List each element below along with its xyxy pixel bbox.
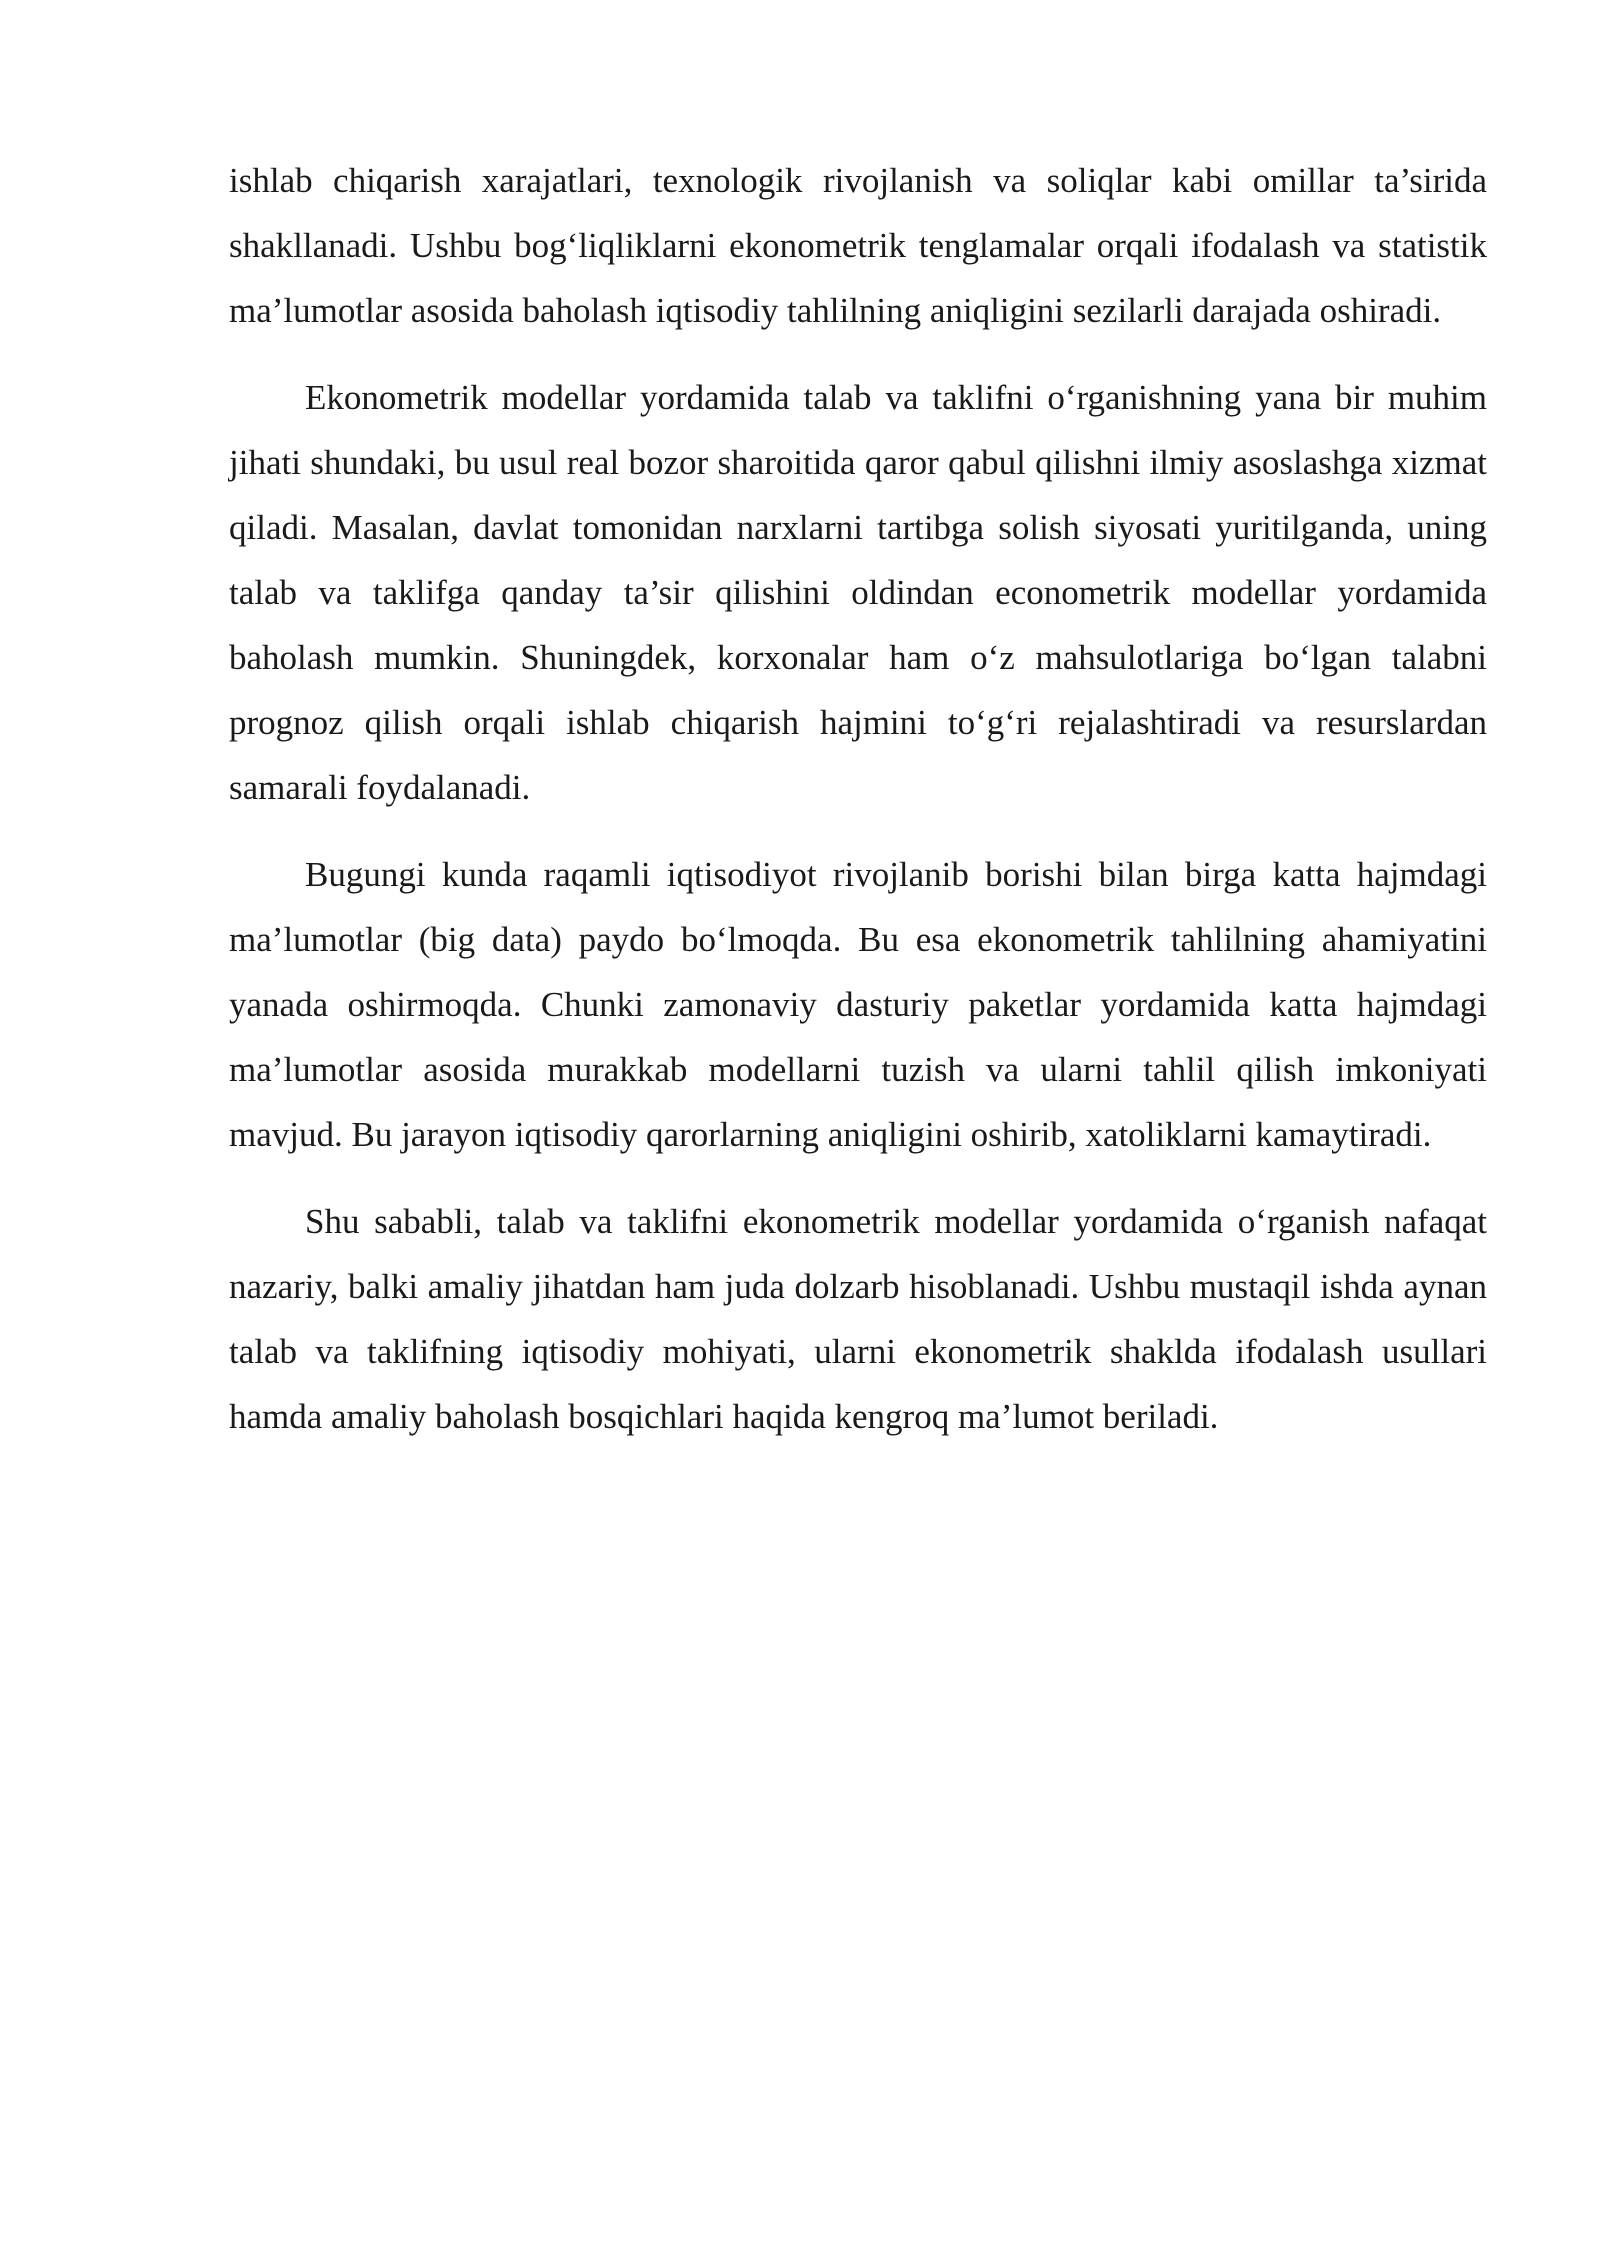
paragraph-continuation: ishlab chiqarish xarajatlari, texnologik rivojlanish va soliqlar kabi omillar ta’sirida shakllanadi. Ushbu bog‘liqliklarni ekonometrik tenglamalar orqali ifodalash va statistik ma’lumotlar asosida baholash iqtisodiy tahlilning aniqligini sezilarli darajada oshiradi. [229, 161, 1487, 330]
document-body [229, 148, 1487, 1449]
paragraph-conclusion: Shu sababli, talab va taklifni ekonometrik modellar yordamida o‘rganish nafaqat nazariy, balki amaliy jihatdan ham juda dolzarb hisoblanadi. Ushbu mustaqil ishda aynan talab va taklifning iqtisodiy mohiyati, ularni ekonometrik shaklda ifodalash usullari hamda amaliy baholash bosqichlari haqida kengroq ma’lumot beriladi. [229, 1202, 1487, 1436]
paragraph-digital-economy: Bugungi kunda raqamli iqtisodiyot rivojlanib borishi bilan birga katta hajmdagi ma’lumotlar (big data) paydo bo‘lmoqda. Bu esa ekonometrik tahlilning ahamiyatini yanada oshirmoqda. Chunki zamonaviy dasturiy paketlar yordamida katta hajmdagi ma’lumotlar asosida murakkab modellarni tuzish va ularni tahlil qilish imkoniyati mavjud. Bu jarayon iqtisodiy qarorlarning aniqligini oshirib, xatoliklarni kamaytiradi. [229, 855, 1487, 1154]
paragraph-econometric-models: Ekonometrik modellar yordamida talab va taklifni o‘rganishning yana bir muhim jihati shundaki, bu usul real bozor sharoitida qaror qabul qilishni ilmiy asoslashga xizmat qiladi. Masalan, davlat tomonidan narxlarni tartibga solish siyosati yuritilganda, uning talab va taklifga qanday ta’sir qilishini oldindan econometrik modellar yordamida baholash mumkin. Shuningdek, korxonalar ham o‘z mahsulotlariga bo‘lgan talabni prognoz qilish orqali ishlab chiqarish hajmini to‘g‘ri rejalashtiradi va resurslardan samarali foydalanadi. [229, 378, 1487, 807]
